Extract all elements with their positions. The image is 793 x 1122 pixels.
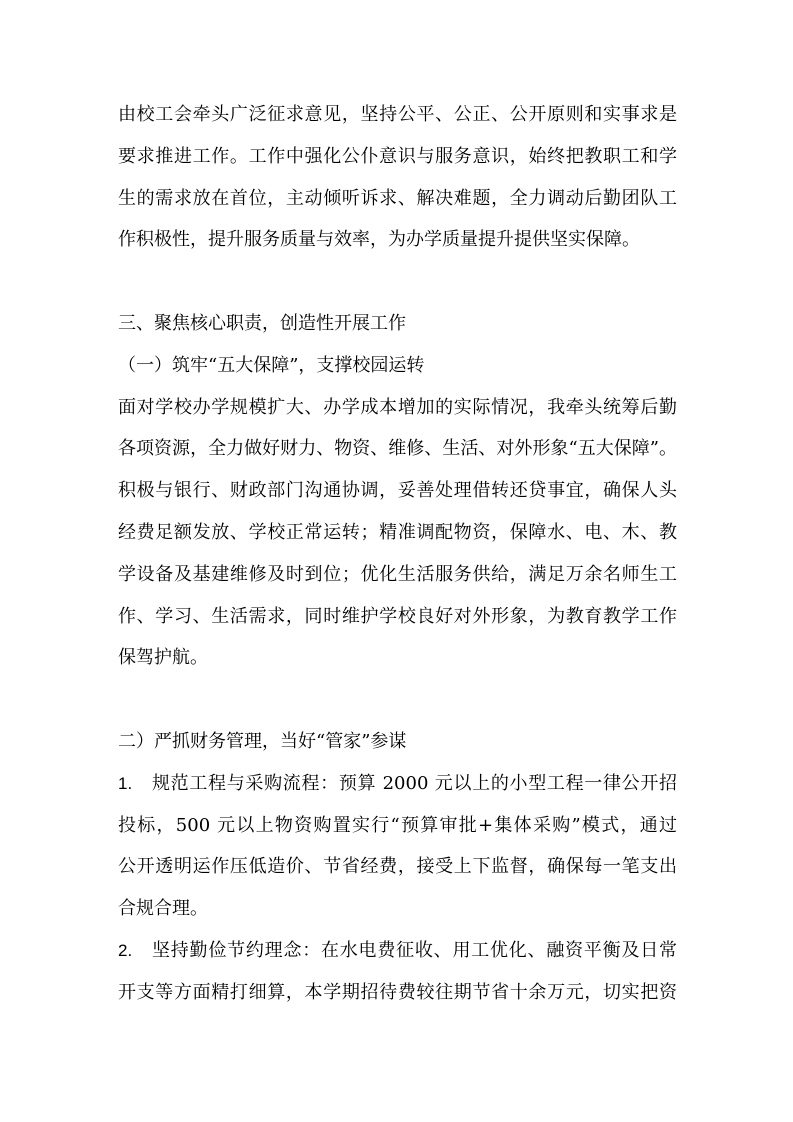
paragraph-line: 保驾护航。 [118, 647, 208, 669]
subsection-heading: （一）筑牢“五大保障”，支撑校园运转 [118, 354, 425, 376]
list-item-line: 合规合理。 [118, 898, 208, 920]
paragraph-line: 生的需求放在首位，主动倾听诉求、解决难题，全力调动后勤团队工 [118, 187, 677, 209]
paragraph-line: 积极与银行、财政部门沟通协调，妥善处理借转还贷事宜，确保人头 [118, 480, 677, 502]
list-item-line: 公开透明运作压低造价、节省经费，接受上下监督，确保每一笔支出 [118, 856, 677, 878]
list-item-line: 开支等方面精打细算，本学期招待费较往期节省十余万元，切实把资 [118, 981, 677, 1003]
paragraph-line: 学设备及基建维修及时到位；优化生活服务供给，满足万余名师生工 [118, 563, 677, 585]
list-item-line: 投标，500 元以上物资购置实行“预算审批+集体采购”模式，通过 [118, 814, 677, 836]
blank-line [118, 679, 677, 721]
paragraph-line: 由校工会牵头广泛征求意见，坚持公平、公正、公开原则和实事求是 [118, 104, 677, 125]
paragraph-line: 作、学习、生活需求，同时维护学校良好对外形象，为教育教学工作 [118, 605, 677, 627]
list-item-text: 坚持勤俭节约理念：在水电费征收、用工优化、融资平衡及日常 [152, 939, 677, 961]
paragraph-line: 各项资源，全力做好财力、物资、维修、生活、对外形象“五大保障”。 [118, 438, 677, 460]
list-number: 2. [118, 940, 133, 960]
list-item-2 [118, 930, 677, 1014]
list-item-first-line [118, 930, 677, 972]
subsection-heading: 二）严抓财务管理，当好“管家”参谋 [118, 730, 407, 752]
list-item-text: 规范工程与采购流程：预算 2000 元以上的小型工程一律公开招 [152, 772, 677, 794]
paragraph-line: 经费足额发放、学校正常运转；精准调配物资，保障水、电、木、教 [118, 521, 677, 543]
subsection-1-paragraph [118, 387, 677, 680]
list-number: 1. [118, 773, 133, 793]
paragraph-line: 作积极性，提升服务质量与效率，为办学质量提升提供坚实保障。 [118, 229, 640, 251]
paragraph-line: 面对学校办学规模扩大、办学成本增加的实际情况，我牵头统筹后勤 [118, 396, 677, 418]
section-heading: 三、聚焦核心职责，创造性开展工作 [118, 312, 406, 334]
paragraph-line: 要求推进工作。工作中强化公仆意识与服务意识，始终把教职工和学 [118, 145, 677, 167]
blank-line [118, 261, 677, 303]
paragraph-1 [118, 94, 677, 261]
list-item-1 [118, 763, 677, 930]
document-body [118, 94, 677, 1014]
list-item-first-line [118, 763, 677, 805]
